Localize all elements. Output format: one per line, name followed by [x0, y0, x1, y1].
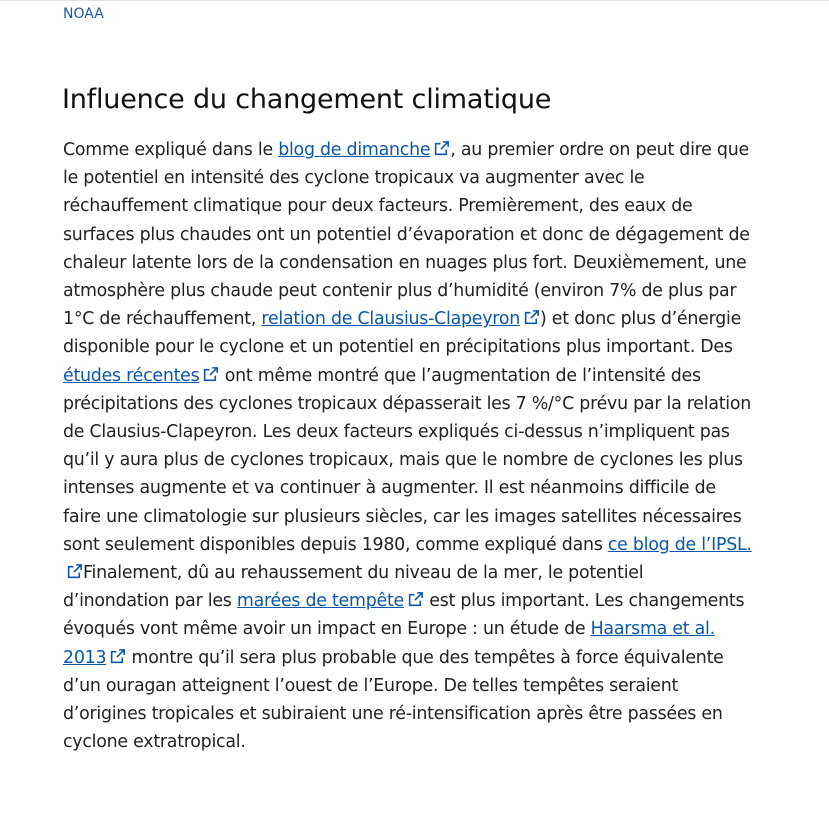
image-credit-link[interactable]: NOAA — [63, 6, 104, 22]
external-link-icon[interactable] — [66, 563, 83, 580]
text-segment: ont même montré que l’augmentation de l’intensité des précipitations des cyclones tropicaux dépasserait les 7 %/°C prévu par la relation de Clausius-Clapeyron. Les deux facteurs expliqués ci-dessus n’impliquent pas qu’il y aura plus de cyclones tropicaux, mais que le nombre de cyclones les plus intenses augmente et va continuer à augmenter. Il est néanmoins difficile de faire une climatologie sur plusieurs siècles, car les images satellites nécessaires sont seulement disponibles depuis 1980, comme expliqué dans — [63, 365, 752, 555]
top-divider — [0, 0, 829, 1]
text-segment: ) et donc plus d’énergie disponible pour le cyclone et un potentiel en précipitations plus important. Des — [63, 309, 742, 358]
text-segment: est plus important. Les changements évoqués vont même avoir un impact en Europe : un étude de — [63, 591, 745, 640]
external-link-icon[interactable] — [109, 648, 126, 665]
link-etudes-recentes[interactable]: études récentes — [63, 365, 200, 386]
article-paragraph — [63, 136, 753, 756]
link-marees-de-tempete[interactable]: marées de tempête — [236, 591, 404, 612]
external-link-icon[interactable] — [202, 366, 219, 383]
link-haarsma-2013[interactable]: Haarsma et al. 2013 — [63, 619, 715, 668]
text-segment: Finalement, dû au rehaussement du niveau de la mer, le potentiel d’inondation par les — [63, 563, 644, 612]
section-title: Influence du changement climatique — [62, 84, 552, 115]
link-blog-dimanche[interactable]: blog de dimanche — [278, 140, 431, 160]
text-segment: Comme expliqué dans le — [63, 140, 279, 160]
link-ipsl-blog[interactable]: ce blog de l’IPSL. — [607, 534, 752, 555]
text-segment: , au premier ordre on peut dire que le potentiel en intensité des cyclone tropicaux va augmenter avec le réchauffement climatique pour deux facteurs. Premièrement, des eaux de surfaces plus chaudes ont un potentiel d’évaporation et donc de dégagement de chaleur latente lors de la condensation en nuages plus fort. Deuxièmement, une atmosphère plus chaude peut contenir plus d’humidité (environ 7% de plus par 1°C de réchauffement, — [63, 140, 750, 330]
text-segment: montre qu’il sera plus probable que des tempêtes à force équivalente d’un ouragan atteignent l’ouest de l’Europe. De telles tempêtes seraient d’origines tropicales et subiraient une ré-intensification après être passées en cyclone extratropical. — [63, 647, 724, 753]
link-clausius-clapeyron[interactable]: relation de Clausius-Clapeyron — [261, 309, 520, 330]
external-link-icon[interactable] — [523, 309, 540, 326]
external-link-icon[interactable] — [433, 140, 450, 157]
external-link-icon[interactable] — [407, 591, 424, 608]
